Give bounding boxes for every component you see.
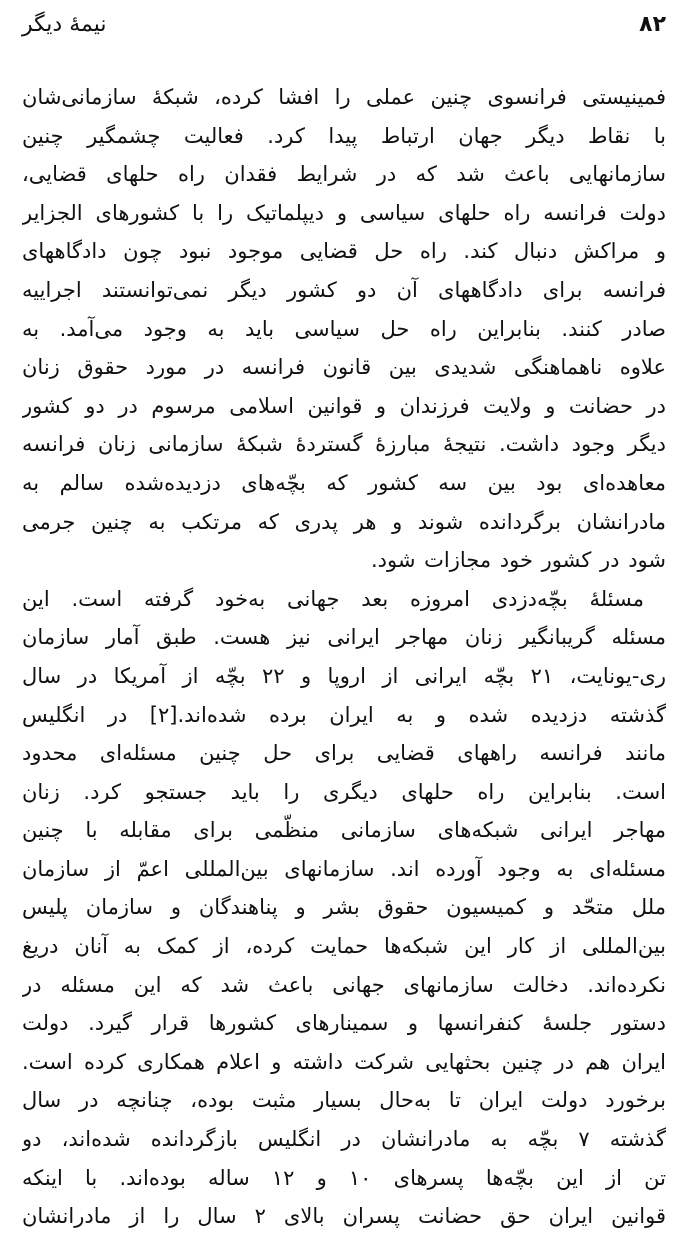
text-line: و مراکش دنبال کند. راه حل قضایی موجود نبود چون دادگاههای (22, 239, 666, 264)
text-line: شود در کشور خود مجازات شود. (371, 548, 666, 573)
text-line: مسئلهٔ بچّه‌دزدی امروزه بعد جهانی به‌خود گرفته است. این (22, 586, 644, 611)
text-line: مهاجر ایرانی شبکه‌های سازمانی منظّمی برای مقابله با چنین (22, 818, 666, 843)
text-line: مسئله‌ای به وجود آورده اند. سازمانهای بین‌المللی اعمّ از سازمان (22, 856, 666, 881)
text-line: مانند فرانسه راههای قضایی برای حل چنین مسئله‌ای محدود (22, 741, 666, 766)
text-line: دستور جلسهٔ کنفرانسها و سمینارهای کشورها قرار گیرد. دولت (22, 1011, 666, 1036)
text-line: ایران هم در چنین بحثهایی شرکت داشته و اعلام همکاری کرده است. (22, 1049, 666, 1074)
text-line: صادر کنند. بنابراین راه حل سیاسی باید به وجود می‌آمد. به (22, 316, 666, 341)
text-line: علاوه ناهماهنگی شدیدی بین قانون فرانسه در مورد حقوق زنان (22, 355, 666, 380)
text-line: مادرانشان برگردانده شوند و هر پدری که مرتکب به چنین جرمی (22, 509, 666, 534)
text-line: با نقاط دیگر جهان ارتباط پیدا کرد. فعالیت چشمگیر چنین (22, 123, 666, 148)
text-line: تن از این بچّه‌ها پسرهای ۱۰ و ۱۲ ساله بوده‌اند. با اینکه (22, 1165, 666, 1190)
text-line: گذشته ۷ بچّه به مادرانشان در انگلیس بازگردانده شده‌اند، دو (22, 1127, 666, 1152)
text-line: در حضانت و ولایت فرزندان و قوانین اسلامی مرسوم در دو کشور (22, 393, 666, 418)
text-line: دولت فرانسه راه حلهای سیاسی و دیپلماتیک را با کشورهای الجزایر (22, 200, 666, 225)
text-line: معاهده‌ای بود بین سه کشور که بچّه‌های دزدیده‌شده سالم به (22, 470, 666, 495)
text-line: ری-یونایت، ۲۱ بچّه ایرانی از اروپا و ۲۲ بچّه از آمریکا در سال (22, 663, 666, 688)
text-line: نکرده‌اند. دخالت سازمانهای جهانی باعث شد که این مسئله در (22, 972, 666, 997)
text-line: دیگر وجود داشت. نتیجهٔ مبارزهٔ گستردهٔ شبکهٔ سازمانی زنان فرانسه (22, 432, 666, 457)
text-line: سازمانهایی باعث شد که در شرایط فقدان راه حلهای قضایی، (22, 162, 666, 187)
text-line: گذشته دزدیده شده و به ایران برده شده‌اند.[۲] در انگلیس (22, 702, 666, 727)
text-line: بین‌المللی از کار این شبکه‌ها حمایت کرده، از کمک به آنان دریغ (22, 934, 666, 959)
text-line: فمینیستی فرانسوی چنین عملی را افشا کرده، شبکهٔ سازمانی‌شان (22, 85, 666, 109)
text-line: فرانسه برای دادگاههای آن دو کشور دیگر نمی‌توانستند اجراییه (22, 277, 666, 302)
body-text (22, 78, 666, 1236)
text-line: قوانین ایران حق حضانت پسران بالای ۲ سال را از مادرانشان (22, 1204, 666, 1229)
text-line: برخورد دولت ایران تا به‌حال بسیار مثبت بوده، چنانچه در سال (22, 1088, 666, 1113)
page-header (22, 10, 666, 44)
page-number: ۸۲ (639, 12, 666, 37)
text-line: مسئله گریبانگیر زنان مهاجر ایرانی نیز هست. طبق آمار سازمان (22, 625, 666, 650)
text-line: است. بنابراین راه حلهای دیگری را باید جستجو کرد. زنان (22, 779, 666, 804)
running-title: نیمهٔ دیگر (22, 12, 107, 37)
text-line: ملل متحّد و کمیسیون حقوق بشر و پناهندگان و سازمان پلیس (22, 895, 666, 920)
